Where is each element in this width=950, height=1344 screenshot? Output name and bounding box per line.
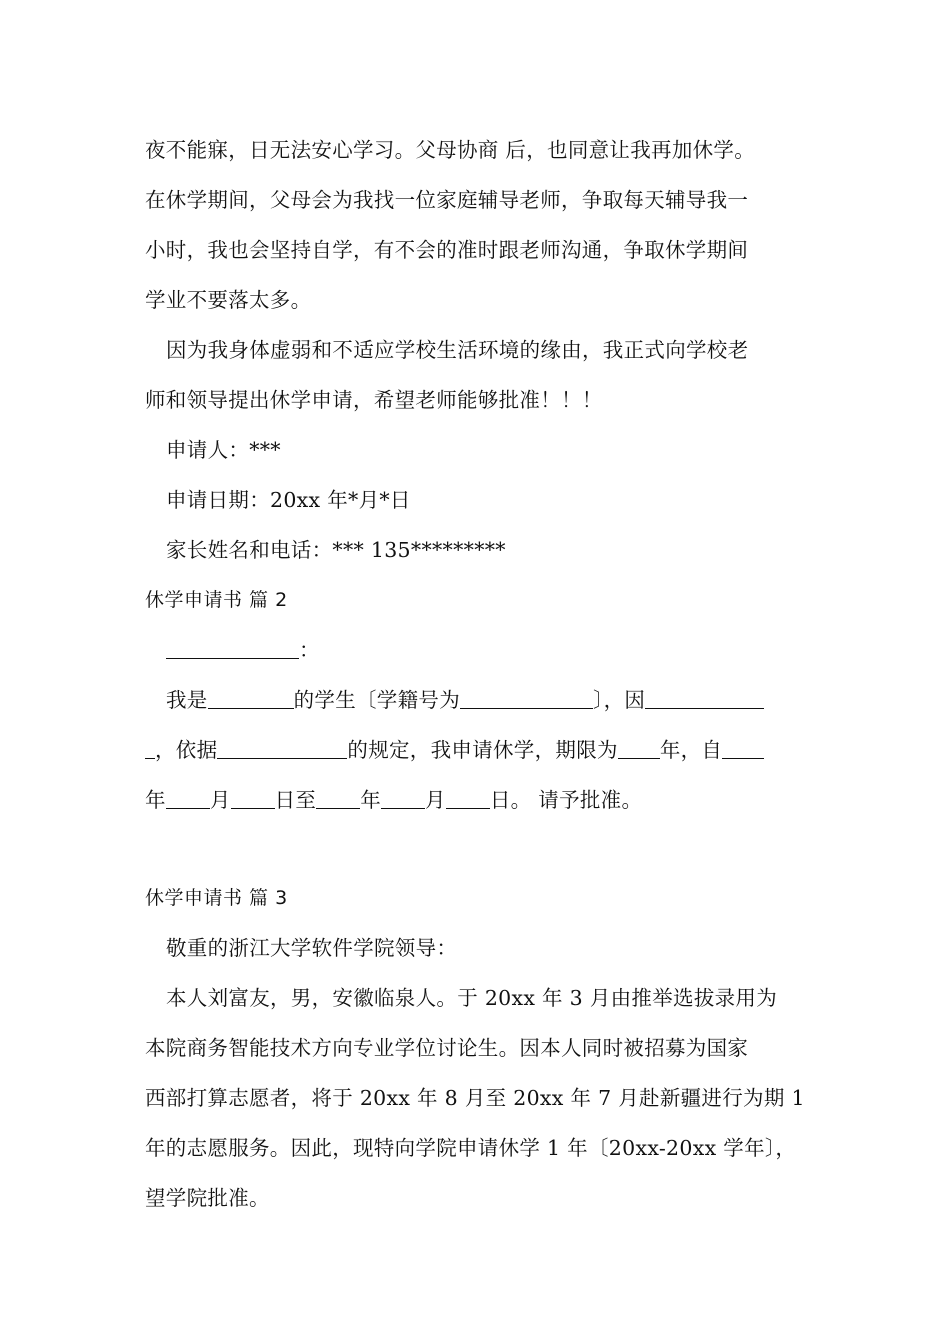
blank-underline bbox=[460, 686, 593, 709]
form-line-2: ，依据 的规定，我申请休学，期限为 年，自 bbox=[145, 736, 764, 764]
blank-underline bbox=[446, 786, 490, 809]
blank-underline bbox=[145, 736, 155, 759]
applicant-line: 申请人：*** bbox=[166, 438, 281, 462]
blank-underline bbox=[166, 636, 299, 659]
blank-underline bbox=[618, 736, 660, 759]
greeting-line: 敬重的浙江大学软件学院领导： bbox=[166, 936, 458, 960]
paragraph-line: 望学院批准。 bbox=[145, 1186, 270, 1210]
paragraph-line: 学业不要落太多。 bbox=[145, 288, 312, 312]
paragraph-line: 在休学期间，父母会为我找一位家庭辅导老师，争取每天辅导我一 bbox=[145, 188, 749, 212]
paragraph-line: 本人刘富友，男，安徽临泉人。于 20xx 年 3 月由推举选拔录用为 bbox=[166, 986, 778, 1010]
paragraph-line: 西部打算志愿者，将于 20xx 年 8 月至 20xx 年 7 月赴新疆进行为期 1 bbox=[145, 1086, 805, 1110]
blank-underline bbox=[231, 786, 275, 809]
section-heading-2: 休学申请书 篇 2 bbox=[145, 589, 288, 611]
form-line-1: 我是 的学生〔学籍号为 〕，因 bbox=[166, 686, 764, 714]
paragraph-line: 小时，我也会坚持自学，有不会的准时跟老师沟通，争取休学期间 bbox=[145, 238, 749, 262]
form-line-3: 年 月 日至 年 月 日。 请予批准。 bbox=[145, 788, 643, 812]
apply-date-line: 申请日期：20xx 年*月*日 bbox=[166, 488, 411, 512]
blank-underline bbox=[217, 736, 347, 759]
blank-underline bbox=[208, 686, 294, 709]
blank-underline bbox=[645, 686, 764, 709]
paragraph-line: 师和领导提出休学申请，希望老师能够批准！！！ bbox=[145, 388, 603, 412]
parent-contact-line: 家长姓名和电话：*** 135********* bbox=[166, 538, 506, 562]
salutation-blank-line: ： bbox=[166, 636, 320, 664]
paragraph-line: 夜不能寐，日无法安心学习。父母协商 后，也同意让我再加休学。 bbox=[145, 138, 756, 162]
paragraph-line: 因为我身体虚弱和不适应学校生活环境的缘由，我正式向学校老 bbox=[166, 338, 749, 362]
paragraph-line: 本院商务智能技术方向专业学位讨论生。因本人同时被招募为国家 bbox=[145, 1036, 749, 1060]
blank-underline bbox=[722, 736, 764, 759]
section-heading-3: 休学申请书 篇 3 bbox=[145, 887, 288, 909]
blank-underline bbox=[316, 786, 360, 809]
blank-underline bbox=[381, 786, 425, 809]
paragraph-line: 年的志愿服务。因此，现特向学院申请休学 1 年〔20xx-20xx 学年〕， bbox=[145, 1136, 797, 1160]
blank-underline bbox=[166, 786, 210, 809]
